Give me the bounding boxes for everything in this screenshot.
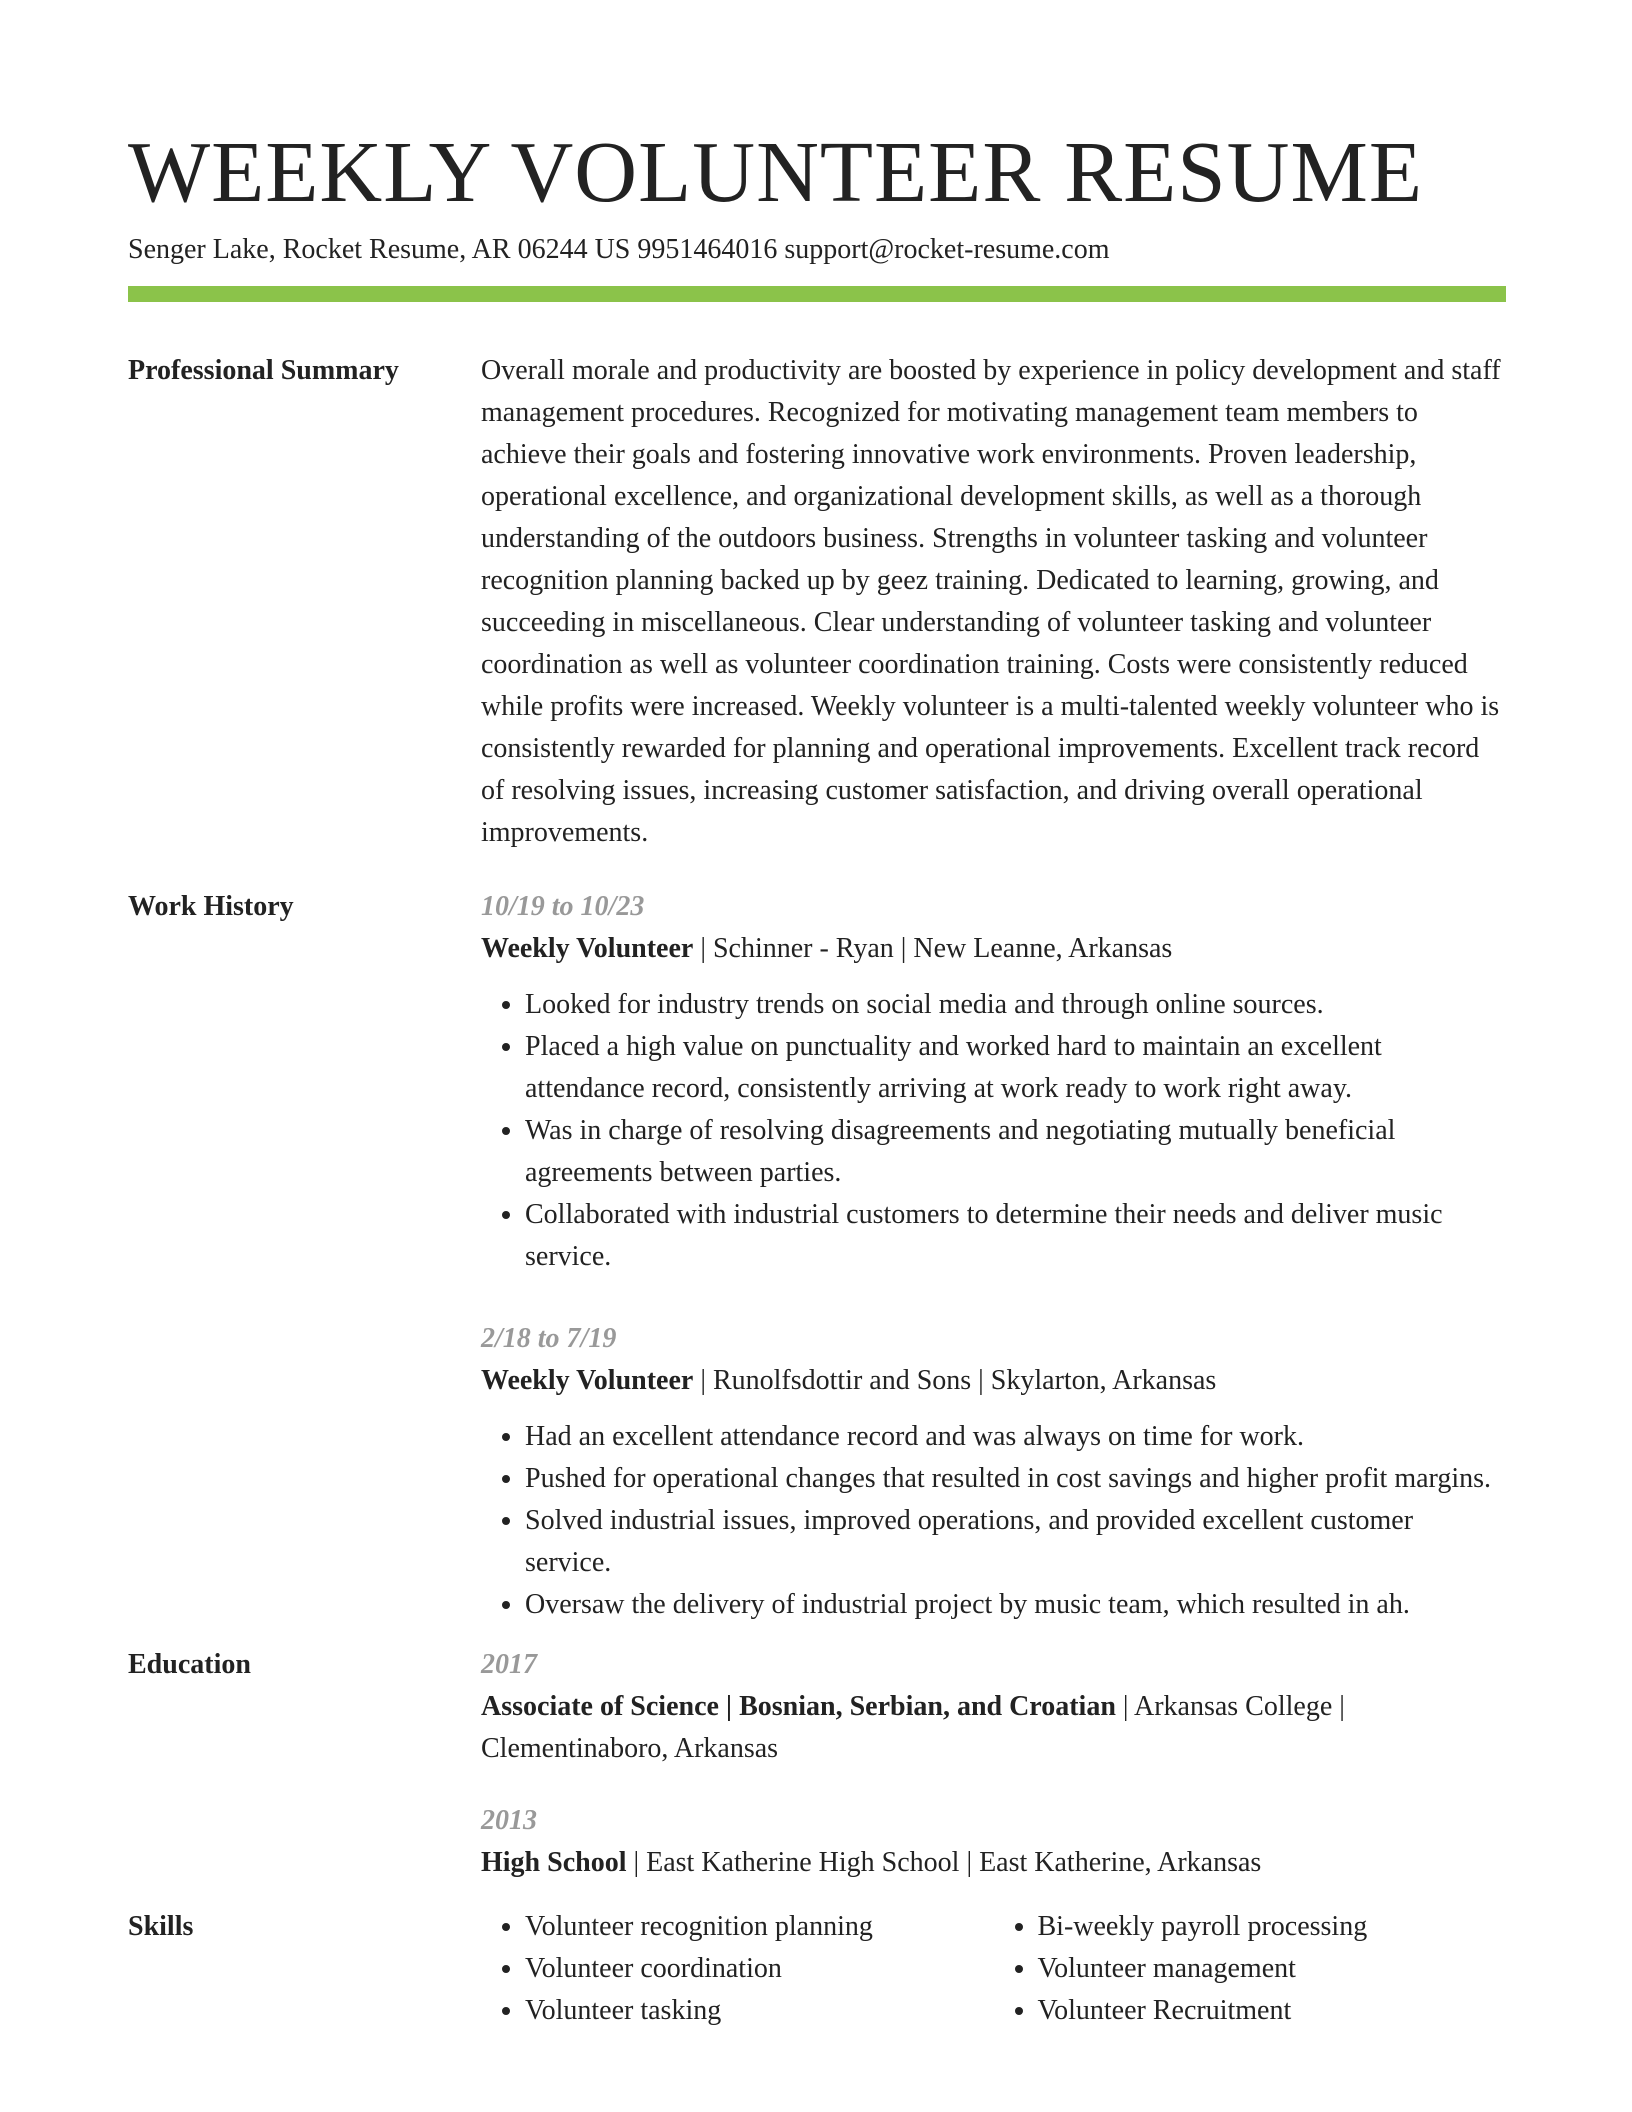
education-year: 2013 xyxy=(481,1805,537,1836)
resume-sections xyxy=(128,350,1506,2032)
education-body xyxy=(481,1644,1506,1884)
job-bullet: • Oversaw the delivery of industrial project by music team, which resulted in ah. xyxy=(525,1584,1506,1626)
education-degree: High School xyxy=(481,1847,627,1878)
skills-column-right xyxy=(994,1906,1507,2032)
work-history-section xyxy=(128,886,1506,1626)
job-line xyxy=(481,928,1506,970)
job-entry xyxy=(481,1318,1506,1626)
work-history-body xyxy=(481,886,1506,1626)
education-details: | East Katherine High School | East Katherine, Arkansas xyxy=(626,1847,1262,1878)
contact-email: support@rocket-resume.com xyxy=(784,234,1110,265)
skill-item: • Volunteer management xyxy=(1038,1948,1507,1990)
summary-section xyxy=(128,350,1506,854)
skill-item: • Volunteer coordination xyxy=(525,1948,994,1990)
job-dates: 10/19 to 10/23 xyxy=(481,891,645,922)
education-degree: Associate of Science | Bosnian, Serbian, and Croatian xyxy=(481,1691,1116,1722)
education-entry xyxy=(481,1800,1506,1884)
summary-body xyxy=(481,350,1506,854)
skill-item: • Volunteer Recruitment xyxy=(1038,1990,1507,2032)
resume-title: WEEKLY VOLUNTEER RESUME xyxy=(128,123,1423,220)
accent-divider xyxy=(128,286,1506,302)
job-details: | Schinner - Ryan | New Leanne, Arkansas xyxy=(693,933,1173,964)
summary-heading: Professional Summary xyxy=(128,355,399,386)
job-bullets xyxy=(481,984,1506,1278)
job-title: Weekly Volunteer xyxy=(481,1365,694,1396)
education-section xyxy=(128,1644,1506,1884)
job-bullet: • Solved industrial issues, improved operations, and provided excellent customer service. xyxy=(525,1500,1506,1584)
skills-heading: Skills xyxy=(128,1911,194,1942)
skills-grid xyxy=(481,1906,1506,2032)
contact-phone: 9951464016 xyxy=(637,234,778,265)
skills-section xyxy=(128,1906,1506,2032)
skill-item: • Volunteer tasking xyxy=(525,1990,994,2032)
education-line xyxy=(481,1686,1506,1770)
education-line xyxy=(481,1842,1506,1884)
education-entry xyxy=(481,1644,1506,1770)
job-title: Weekly Volunteer xyxy=(481,933,694,964)
education-year: 2017 xyxy=(481,1649,537,1680)
education-heading: Education xyxy=(128,1649,251,1680)
job-dates: 2/18 to 7/19 xyxy=(481,1323,617,1354)
contact-line xyxy=(128,232,1110,268)
job-bullet: • Placed a high value on punctuality and worked hard to maintain an excellent attendance record, consistently arriving at work ready to work right away. xyxy=(525,1026,1506,1110)
job-bullets xyxy=(481,1416,1506,1626)
contact-address: Senger Lake, Rocket Resume, AR 06244 US xyxy=(128,234,631,265)
job-details: | Runolfsdottir and Sons | Skylarton, Arkansas xyxy=(693,1365,1217,1396)
job-bullet: • Was in charge of resolving disagreements and negotiating mutually beneficial agreements between parties. xyxy=(525,1110,1506,1194)
skill-item: • Volunteer recognition planning xyxy=(525,1906,994,1948)
skills-body xyxy=(481,1906,1506,2032)
job-bullet: • Looked for industry trends on social media and through online sources. xyxy=(525,984,1506,1026)
job-bullet: • Collaborated with industrial customers to determine their needs and deliver music service. xyxy=(525,1194,1506,1278)
skill-item: • Bi-weekly payroll processing xyxy=(1038,1906,1507,1948)
education-details: | Arkansas College | Clementinaboro, Arkansas xyxy=(481,1691,1345,1764)
job-line xyxy=(481,1360,1506,1402)
skills-column-left xyxy=(481,1906,994,2032)
work-history-heading: Work History xyxy=(128,891,294,922)
summary-text: Overall morale and productivity are boosted by experience in policy development and staff management procedures. Recognized for motivating management team members to achieve their goals and fostering innovative work environments. Proven leadership, operational excellence, and organizational development skills, as well as a thorough understanding of the outdoors business. Strengths in volunteer tasking and volunteer recognition planning backed up by geez training. Dedicated to learning, growing, and succeeding in miscellaneous. Clear understanding of volunteer tasking and volunteer coordination as well as volunteer coordination training. Costs were consistently reduced while profits were increased. Weekly volunteer is a multi-talented weekly volunteer who is consistently rewarded for planning and operational improvements. Excellent track record of resolving issues, increasing customer satisfaction, and driving overall operational improvements. xyxy=(481,355,1501,848)
job-bullet: • Pushed for operational changes that resulted in cost savings and higher profit margins. xyxy=(525,1458,1506,1500)
job-bullet: • Had an excellent attendance record and was always on time for work. xyxy=(525,1416,1506,1458)
job-entry xyxy=(481,886,1506,1278)
